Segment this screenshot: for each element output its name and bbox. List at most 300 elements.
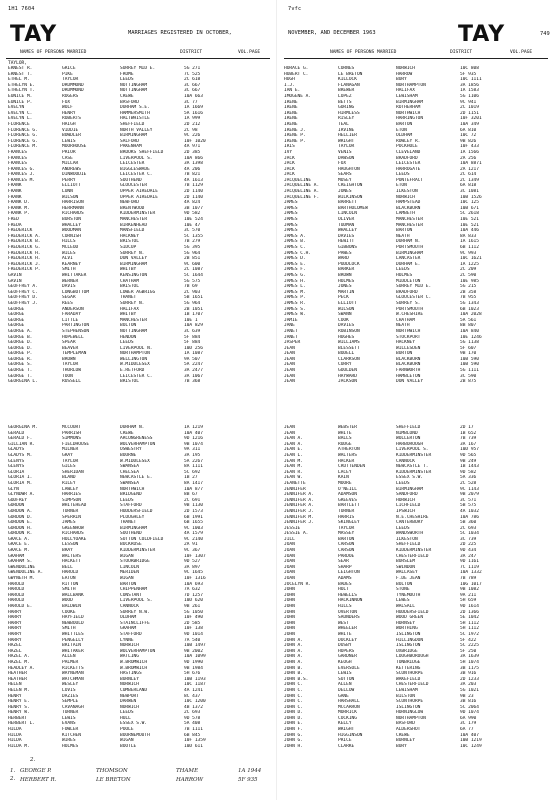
district: ISLINGTON [396,704,421,710]
vol-page: 5G 1050 [184,609,203,615]
given-name: HAZEL A. [8,654,30,660]
given-name: JACQUELINE [284,177,312,183]
given-name: JOAN [284,548,295,554]
handwritten-spouse: LE BRETON [96,777,131,783]
district: CREWE [396,732,410,738]
district: WOLVERHAMPTON [120,441,156,447]
spouse-surname: TURNER [338,508,355,514]
given-name: JENNIFER J. [284,508,314,514]
vol-page: 5G 964 [184,250,201,256]
vol-page: 10B 590 [460,356,479,362]
district: HARRINGTON [396,116,424,122]
vol-page: 5G 271 [184,66,201,71]
spouse-surname: BROWN [62,356,76,362]
spouse-surname: PARRISH [62,430,81,436]
spouse-surname: TEAL [338,121,349,127]
district: HUDDERSFIELD [396,609,429,615]
handwritten-mark: 2. [30,757,36,763]
vol-page: 9A 507 [184,356,201,362]
spouse-surname: SEMPLE [62,699,79,705]
spouse-surname: WATCHMAN [62,676,84,682]
vol-page: 10A 829 [184,323,203,329]
vol-page: 5B 1651 [184,295,203,301]
given-name: JAMES D. [284,256,306,262]
spouse-surname: HAIGH [62,121,76,127]
given-name: GWENDOLINE A. [8,570,44,576]
col-header-volpage-left: VOL.PAGE [238,50,261,55]
given-name: JANET [284,328,298,334]
district: NOTTINGHAM [120,328,148,334]
spouse-surname: WHITTLES [62,631,84,637]
district: BOURNEMOUTH [120,732,150,738]
spouse-surname: RICHARDS [62,531,84,537]
vol-page: 6B 845 [184,732,201,738]
given-name: JOAN [284,570,295,576]
spouse-surname: WOLF [62,105,73,111]
vol-page: 10C 1200 [184,699,206,705]
spouse-surname: WILSON [62,194,79,200]
spouse-surname: CARSON [338,542,355,548]
given-name: GEORGINA M. [8,425,38,430]
given-name: JEAN [284,345,295,351]
vol-page: 9D 1216 [184,436,203,442]
vol-page: 5F 884 [184,334,201,340]
vol-page: 10F 1359 [184,738,206,744]
district: BIRMINGHAM [396,250,424,256]
given-name: JOHN [284,592,295,598]
district: FARNWORTH [396,368,421,374]
given-name: GEORGE B. [8,334,33,340]
spouse-surname: LEWIS [338,671,352,677]
vol-page: 7B 368 [184,379,201,385]
vol-page: 5A 408 [184,721,201,727]
given-name: JESSIE [284,525,301,531]
district: KIDDERMINSTER [396,548,432,554]
given-name: EUNICE M. [8,93,33,99]
vol-page: 2D 1140 [184,189,203,195]
given-name: JOHN C. [284,693,303,699]
given-name: GEORGE T. [8,373,33,379]
spouse-surname: HARSHALL [338,699,360,705]
vol-page: 3A 247 [460,553,477,559]
vol-page: 3B 1175 [460,665,479,671]
district: ALDERSHOT [396,727,421,733]
spouse-surname: JAMES [62,520,76,526]
given-name: HEATHER [8,676,27,682]
given-name: GLORIA M. [8,480,33,486]
district: NORWICH [396,66,415,71]
district: WALLASEY [396,570,418,576]
vol-page: 2A 256 [460,155,477,161]
given-name: JENNIFER J. [284,520,314,526]
vol-page: 7B 789 [460,576,477,582]
given-name: GEORGE S. [8,362,33,368]
vol-page: 5A 2267 [184,458,203,464]
district: KIDDERMINSTER [120,211,156,217]
spouse-surname: TAYLOR [62,77,79,83]
spouse-surname: MILNER [62,447,79,453]
spouse-surname: ROBERTS [62,116,81,122]
vol-page: 5A 2247 [184,362,203,368]
vol-page: 10A 877 [184,486,203,492]
given-name: HAZEL [8,648,22,654]
given-name: JOHN C. [284,699,303,705]
vol-page: 2C 693 [184,710,201,716]
vol-page: 5C 692 [184,469,201,475]
vol-page: 9C 226 [184,133,201,139]
spouse-surname: ADAMS [338,576,352,582]
vol-page: 10A 786 [460,514,479,520]
district: NORTHAMPTON [120,351,150,357]
district: SCUNTHORPE [396,671,424,677]
vol-page: 10E 1246 [460,334,482,340]
given-name: HELEN M. [8,687,30,693]
vol-page: 8A 1111 [184,464,203,470]
surname-heading-left: TAY [10,22,58,47]
vol-page: 2D 212 [184,121,201,127]
given-name: JOHN A. [284,654,303,660]
spouse-surname: HARRIS [338,514,355,520]
district: HALIFAX [120,306,139,312]
district: OSWESTRY [120,447,142,453]
district: SHEFFIELD [396,425,421,430]
vol-page: 10E 985 [460,278,479,284]
vol-page: 10A 407 [184,430,203,436]
district: SHEFFIELD [120,121,145,127]
district: KETTERING [396,665,421,671]
spouse-surname: DAWSON [338,155,355,161]
given-name: JOHN [284,587,295,593]
given-name: FREDA [8,222,22,228]
spouse-surname: HOLLYOAKE [62,536,87,542]
given-name: JAMES [284,217,298,223]
spouse-surname: BARTHOLOMEW [338,205,368,211]
district: N.E.CHESHIRE [396,514,429,520]
spouse-surname: PARTINGTON [62,323,90,329]
spouse-surname: PALMER [62,659,79,665]
given-name: HILDA [8,727,22,733]
given-name: GEORGE [8,306,25,312]
given-name: HEATHER [8,671,27,677]
district: KIDDERMINSTER [120,548,156,554]
district: HACKNEY [396,340,415,346]
given-name: JACK [284,166,295,172]
district: LEICESTER C. [120,373,153,379]
district: BIRMINGHAM [396,486,424,492]
given-name: FREDERICK J. [8,261,41,267]
vol-page: 10A 693 [184,581,203,587]
vol-page: 5G 1138 [460,340,479,346]
vol-page: 7A 540 [184,637,201,643]
given-name: FRANCES [8,155,27,161]
spouse-surname: ELLIOTT [338,300,357,306]
given-name: JOHN A. [284,659,303,665]
district: KIDDERMINSTER [396,452,432,458]
vol-page: 2B 1051 [184,306,203,312]
district: WOLLERTON [396,436,421,442]
handwritten-mark: 1. [10,768,16,774]
entries-block1-left [8,66,218,385]
header-rule-left [6,58,270,59]
given-name: GODFREY [8,497,27,503]
given-name: FRANCES J. [8,172,36,178]
district: NORTHWICH [396,110,421,116]
district: LOUGHBOROUGH [396,654,429,660]
district: SCUNTHORPE [396,699,424,705]
spouse-surname: FOX [338,161,347,167]
surname-heading-right: TAY [458,22,506,47]
given-name: HILDA [8,738,22,744]
given-name: JACK [284,161,295,167]
given-name: FRANCES [8,161,27,167]
given-name: GEORGE [8,323,25,329]
spouse-surname: WHITEHEAD [62,503,87,509]
given-name: HORACE G. [284,66,309,71]
district: ILKESTON [396,536,418,542]
vol-page: 5G 215 [460,284,477,290]
given-name: HENRY S. [8,704,30,710]
given-name: JEAN [284,362,295,368]
spouse-surname: HERRMANN [62,205,84,211]
given-name: FREDERICK H. [8,250,41,256]
vol-page: 10A 866 [184,155,203,161]
banner-left: MARRIAGES REGISTERED IN OCTOBER, [128,30,232,36]
spouse-surname: SEGAR [62,295,76,301]
vol-page: 5F 422 [460,637,477,643]
vol-page: 5C 1034 [460,531,479,537]
district: LICHFIELD [396,503,421,509]
vol-page: 1B 652 [460,430,477,436]
spouse-surname: IRVINE [338,127,355,133]
spouse-surname: KEARNEY [62,261,81,267]
given-name: JAMES L. [284,284,306,290]
district: HILLINGDON [396,637,424,643]
district: BASFORD [396,721,415,727]
district: LIVERPOOL S. [120,598,153,604]
vol-page: 7B 1129 [184,183,203,189]
given-name: JOAN [284,553,295,559]
district: NIMBLOND [396,430,418,436]
vol-page: 6B 1112 [460,245,479,250]
given-name: JEAN [284,425,295,430]
given-name: JAMES B. [284,239,306,245]
given-name: JILL [284,536,295,542]
district: F.DE JEAN [396,576,421,582]
vol-page: 10C 125 [460,200,479,206]
spouse-surname: HACKETT [62,559,81,565]
given-name: GERALD [8,430,25,436]
district: HACKNEY [120,233,139,239]
district: HOLMES [396,272,413,278]
given-name: HARRY [8,637,22,643]
given-name: GORDON A. [8,508,33,514]
spouse-surname: KELLY [338,721,352,727]
given-name: FRED [8,217,19,223]
vol-page: 5G 395 [184,245,201,250]
spouse-surname: ROGERS [62,93,79,99]
district: NORWICH [120,643,139,649]
vol-page: 7B 955 [460,295,477,301]
spouse-surname: CARSON [338,548,355,554]
vol-page: 2B 358 [460,289,477,295]
district: MERIDEN [120,570,139,576]
vol-page: 10B 1497 [184,643,206,649]
given-name: FREDERICK G. [8,245,41,250]
vol-page: 7D 1257 [184,592,203,598]
spouse-surname: LOVIS [62,687,76,693]
spouse-surname: TUDMAN [338,222,355,228]
district: OLDHAM [120,615,137,621]
district: ISLINGTON [396,631,421,637]
district: BIRMINGHAM [120,261,148,267]
given-name: HAROLD [8,581,25,587]
spouse-surname: KAIN [338,475,349,481]
district: WILLESDEN [396,345,421,351]
given-name: IRENE [284,99,298,105]
col-header-names-right: NAMES OF PERSONS MARRIED [330,50,397,55]
col-header-names-left: NAMES OF PERSONS MARRIED [20,50,87,55]
vol-page: 3C 179 [460,721,477,727]
district: TONBRIDGE [396,659,421,665]
given-name: JAMES [284,228,298,234]
district: HULL [120,715,131,721]
vol-page: 8B 807 [460,323,477,329]
district: LEEDS [396,525,410,531]
spouse-surname: CLARKE [338,743,355,749]
district: DON VALLEY [396,379,424,385]
given-name: GEOFFREY J. [8,300,38,306]
vol-page: 5A 1616 [184,110,203,116]
district: WIGAN [120,738,134,744]
vol-page: 6B 1991 [184,514,203,520]
spouse-surname: CRUTTENDEN [338,464,366,470]
vol-page: 5F 935 [460,71,477,77]
district: SUTTON COLDFIELD [120,536,164,542]
vol-page: 10B 1219 [460,738,482,744]
vol-page: 1A 1669 [184,105,203,111]
district: ESSEX S.W. [396,475,424,481]
district: BARTON [120,581,137,587]
spouse-surname: HOLMES [62,743,79,749]
vol-page: 5A 336 [460,475,477,481]
spouse-surname: SEAR [338,559,349,565]
spouse-surname: BELL [62,564,73,570]
given-name: HELEN [8,682,22,688]
district: WALSALL [396,604,415,609]
spouse-surname: LITTLE [62,317,79,323]
vol-page: 5H 659 [460,598,477,604]
vol-page: 9C 367 [184,548,201,554]
vol-page: 4A 1613 [184,177,203,183]
banner-right: NOVEMBER, AND DECEMBER 1963 [288,30,376,36]
spouse-surname: BOWDLER [62,133,81,139]
district: NORTHWICH [120,486,145,492]
district: BRADFORD [396,289,418,295]
district: MANSFIELD [120,228,145,234]
given-name: JEAN M. [284,458,303,464]
spouse-surname: ADAMSON [338,492,357,498]
spouse-surname: PAWES [338,250,352,256]
vol-page: 3A 1856 [460,82,479,88]
vol-page: 1B 1707 [184,312,203,318]
district: NEWPORT [120,693,139,699]
vol-page: 5G 964 [184,300,201,306]
spouse-surname: HAYWARD [338,373,357,379]
district: MANCHESTER [120,317,148,323]
vol-page: 5H 1074 [460,659,479,665]
district: BRISTOL [120,239,139,245]
vol-page: 5B 575 [460,503,477,509]
district: BOLTON [120,323,137,329]
spouse-surname: COCKING [338,715,357,721]
given-name: ETHELYN E. [8,82,36,88]
vol-page: 9B 2079 [460,492,479,498]
district: BRENTWOOD [120,205,145,211]
given-name: FRANK [8,189,22,195]
spouse-surname: HOLT [338,587,349,593]
vol-page: 5G 1111 [460,368,479,374]
vol-page: 3C 590 [460,373,477,379]
district: CREWE [120,430,134,436]
district: BARTON [396,121,413,127]
district: WATLING [120,654,139,660]
vol-page: 2D 225 [460,542,477,548]
district: THANET [120,520,137,526]
col-header-district-left: DISTRICT [180,50,203,55]
district: POCKHOLE [396,144,418,150]
register-entry [8,379,218,385]
spouse-surname: TAYLOR [62,458,79,464]
given-name: EVELYN [8,105,25,111]
vol-page: 3B 1077 [184,205,203,211]
vol-page: 5C 1355 [184,233,203,239]
spouse-surname: WALTERS [62,553,81,559]
district: LINCOLN [120,564,139,570]
given-name: HILDA M. [8,743,30,749]
spouse-surname: PIKE [62,71,73,77]
district: WAKEFIELD [396,676,421,682]
given-name: IRENE [284,116,298,122]
district: CHATHAM [396,317,415,323]
vol-page: 6A 77 [460,727,474,733]
district: GRAHAM [120,626,137,632]
vol-page: 2C 1087 [184,267,203,273]
spouse-surname: HUGHES [338,334,355,340]
given-name: JOHN C. [284,687,303,693]
vol-page: 3C 639 [184,328,201,334]
spouse-surname: RICKETTS [62,665,84,671]
handwritten-district: THAME [176,768,199,774]
district: LEEDS [120,340,134,346]
col-header-volpage-right: VOL.PAGE [510,50,533,55]
given-name: JEAN A. [284,436,303,442]
spouse-surname: CORNES [338,66,355,71]
spouse-surname: CREIGHTON [338,183,363,189]
given-name: JEANETTE [284,480,306,486]
given-name: JAMES C. [284,245,306,250]
vol-page: 5C 2225 [460,643,479,649]
spouse-surname: LOPEZ [338,93,352,99]
vol-page: 5F 250 [460,648,477,654]
given-name: JACK [284,155,295,161]
vol-page: 3A 1639 [460,654,479,660]
district: NOTTINGHAM [120,88,148,94]
district: UPPER AIREDALE [120,189,158,195]
district: CHELSEA [120,469,139,475]
spouse-surname: WRIGHT [338,138,355,144]
spouse-surname: HELLIER [338,133,357,139]
spouse-surname: ALVI [62,256,73,262]
